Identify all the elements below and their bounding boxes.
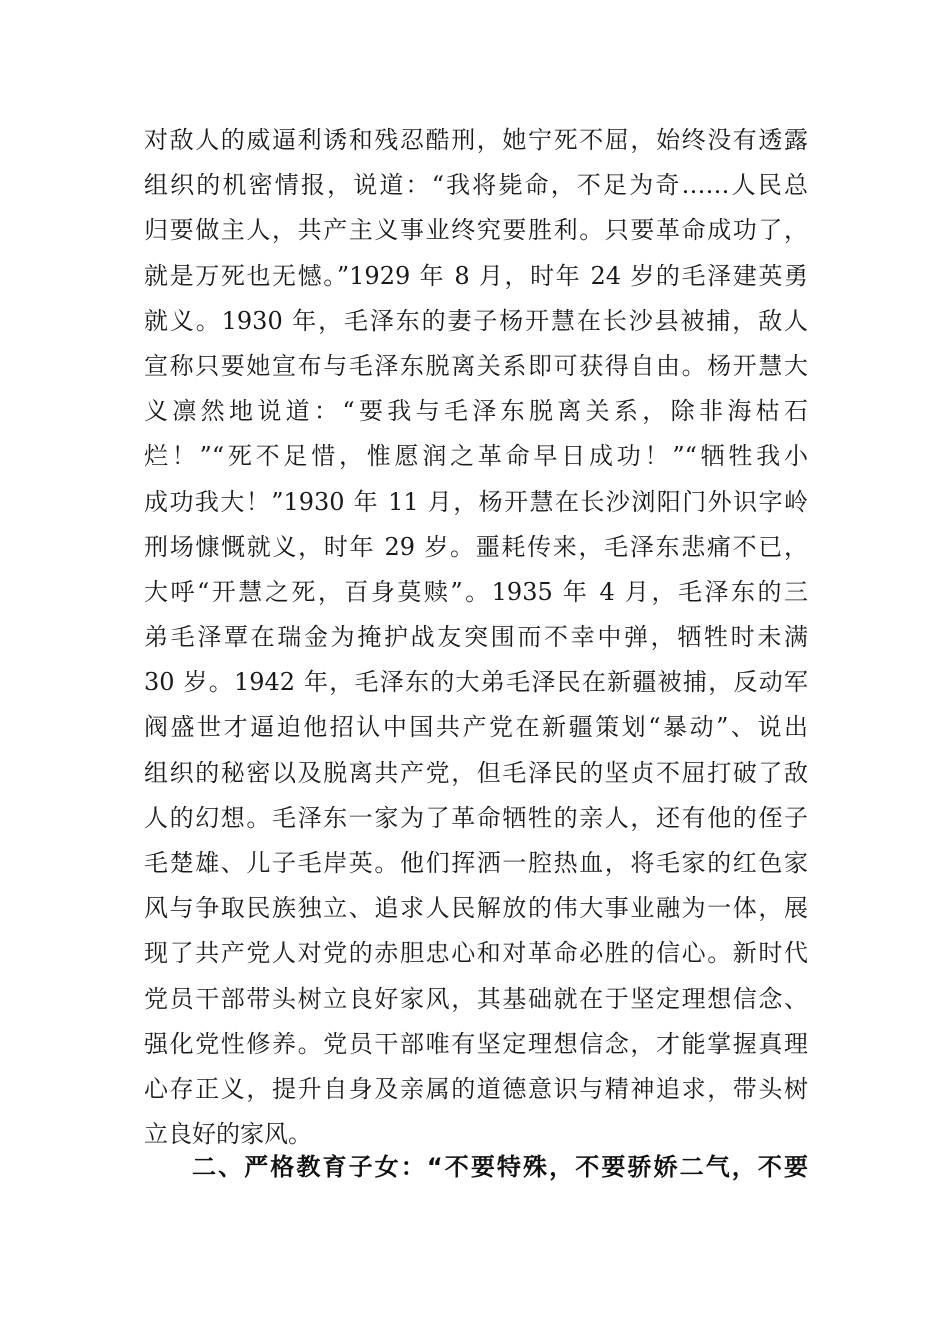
body-paragraph	[144, 118, 808, 1157]
paragraph-line: 就是万死也无憾。”1929 年 8 月，时年 24 岁的毛泽建英勇	[144, 261, 808, 290]
paragraph-line: 对敌人的威逼利诱和残忍酷刑，她宁死不屈，始终没有透露	[144, 126, 808, 154]
paragraph-line: 弟毛泽覃在瑞金为掩护战友突围而不幸中弹，牺牲时未满	[144, 623, 808, 652]
paragraph-line: 心存正义，提升自身及亲属的道德意识与精神追求，带头树	[144, 1074, 808, 1103]
paragraph-line: 组织的秘密以及脱离共产党，但毛泽民的坚贞不屈打破了敌	[144, 758, 808, 787]
paragraph-line: 风与争取民族独立、追求人民解放的伟大事业融为一体，展	[144, 894, 808, 923]
paragraph-line: 30 岁。1942 年，毛泽东的大弟毛泽民在新疆被捕，反动军	[144, 668, 808, 697]
paragraph-line: 就义。1930 年，毛泽东的妻子杨开慧在长沙县被捕，敌人	[144, 306, 808, 335]
paragraph-line: 人的幻想。毛泽东一家为了革命牺牲的亲人，还有他的侄子	[144, 803, 808, 832]
paragraph-line: 刑场慷慨就义，时年 29 岁。噩耗传来，毛泽东悲痛不已，	[144, 532, 808, 561]
paragraph-line: 党员干部带头树立良好家风，其基础就在于坚定理想信念、	[144, 984, 808, 1013]
section-heading: 二、严格教育子女：“不要特殊，不要骄娇二气，不要	[192, 1153, 808, 1181]
paragraph-line: 强化党性修养。党员干部唯有坚定理想信念，才能掌握真理	[144, 1029, 808, 1058]
paragraph-line: 义凛然地说道：“要我与毛泽东脱离关系，除非海枯石	[144, 397, 808, 426]
paragraph-line: 阀盛世才逼迫他招认中国共产党在新疆策划“暴动”、说出	[144, 713, 808, 742]
paragraph-line: 大呼“开慧之死，百身莫赎”。1935 年 4 月，毛泽东的三	[144, 577, 808, 606]
paragraph-line: 毛楚雄、儿子毛岸英。他们挥洒一腔热血，将毛家的红色家	[144, 849, 808, 877]
paragraph-line: 宣称只要她宣布与毛泽东脱离关系即可获得自由。杨开慧大	[144, 351, 808, 380]
paragraph-line: 成功我大！”1930 年 11 月，杨开慧在长沙浏阳门外识字岭	[144, 487, 808, 516]
paragraph-line: 现了共产党人对党的赤胆忠心和对革命必胜的信心。新时代	[144, 939, 808, 968]
paragraph-line: 归要做主人，共产主义事业终究要胜利。只要革命成功了，	[144, 216, 808, 245]
paragraph-line: 烂！”“死不足惜，惟愿润之革命早日成功！”“牺牲我小	[144, 442, 808, 471]
paragraph-line: 立良好的家风。	[144, 1120, 312, 1149]
paragraph-line: 组织的机密情报，说道：“我将毙命，不足为奇……人民总	[144, 171, 808, 200]
